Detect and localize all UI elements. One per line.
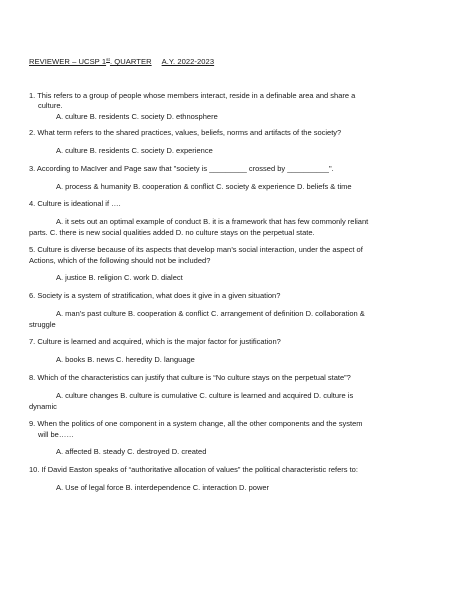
question-4-options: A. it sets out an optimal example of conduct B. it is a framework that has few commonly reliant (56, 217, 369, 226)
question-6-options-cont: struggle (29, 320, 56, 329)
question-5-cont: Actions, which of the following should not be included? (29, 256, 211, 265)
question-2: 2. What term refers to the shared practices, values, beliefs, norms and artifacts of the society? (29, 128, 342, 137)
question-2-options: A. culture B. residents C. society D. experience (56, 146, 213, 155)
title-year: A.Y. 2022-2023 (161, 57, 215, 66)
document-title (29, 57, 214, 66)
question-9-cont: will be…… (38, 430, 74, 439)
question-4: 4. Culture is ideational if …. (29, 199, 121, 208)
question-4-options-cont: parts. C. there is new social qualities added D. no culture stays on the perpetual state. (29, 228, 315, 237)
question-10: 10. If David Easton speaks of “authoritative allocation of values” the political characteristic refers to: (29, 465, 358, 474)
question-9: 9. When the politics of one component in a system change, all the other components and the system (29, 419, 363, 428)
question-7-options: A. books B. news C. heredity D. language (56, 355, 195, 364)
question-7: 7. Culture is learned and acquired, which is the major factor for justification? (29, 337, 281, 346)
question-5-options: A. justice B. religion C. work D. dialect (56, 273, 183, 282)
question-1-cont: culture. (38, 101, 63, 110)
question-8-options: A. culture changes B. culture is cumulative C. culture is learned and acquired D. culture is (56, 391, 354, 400)
title-quarter: . QUARTER (109, 57, 152, 66)
question-6: 6. Society is a system of stratification, what does it give in a given situation? (29, 291, 281, 300)
question-9-options: A. affected B. steady C. destroyed D. created (56, 447, 207, 456)
title-prefix: REVIEWER – UCSP 1 (29, 57, 107, 66)
question-3-options: A. process & humanity B. cooperation & conflict C. society & experience D. beliefs & time (56, 182, 352, 191)
question-5: 5. Culture is diverse because of its aspects that develop man’s social interaction, under the aspect of (29, 245, 363, 254)
question-1: 1. This refers to a group of people whose members interact, reside in a definable area and share a (29, 91, 356, 100)
question-1-options: A. culture B. residents C. society D. ethnosphere (56, 112, 218, 121)
title-superscript: st (106, 58, 110, 63)
question-10-options: A. Use of legal force B. interdependence C. interaction D. power (56, 483, 270, 492)
question-8: 8. Which of the characteristics can justify that culture is “No culture stays on the perpetual state”? (29, 373, 351, 382)
question-6-options: A. man’s past culture B. cooperation & conflict C. arrangement of definition D. collaboration & (56, 309, 365, 318)
question-3: 3. According to MacIver and Page saw that "society is _________ crossed by __________". (29, 164, 334, 173)
question-8-options-cont: dynamic (29, 402, 57, 411)
